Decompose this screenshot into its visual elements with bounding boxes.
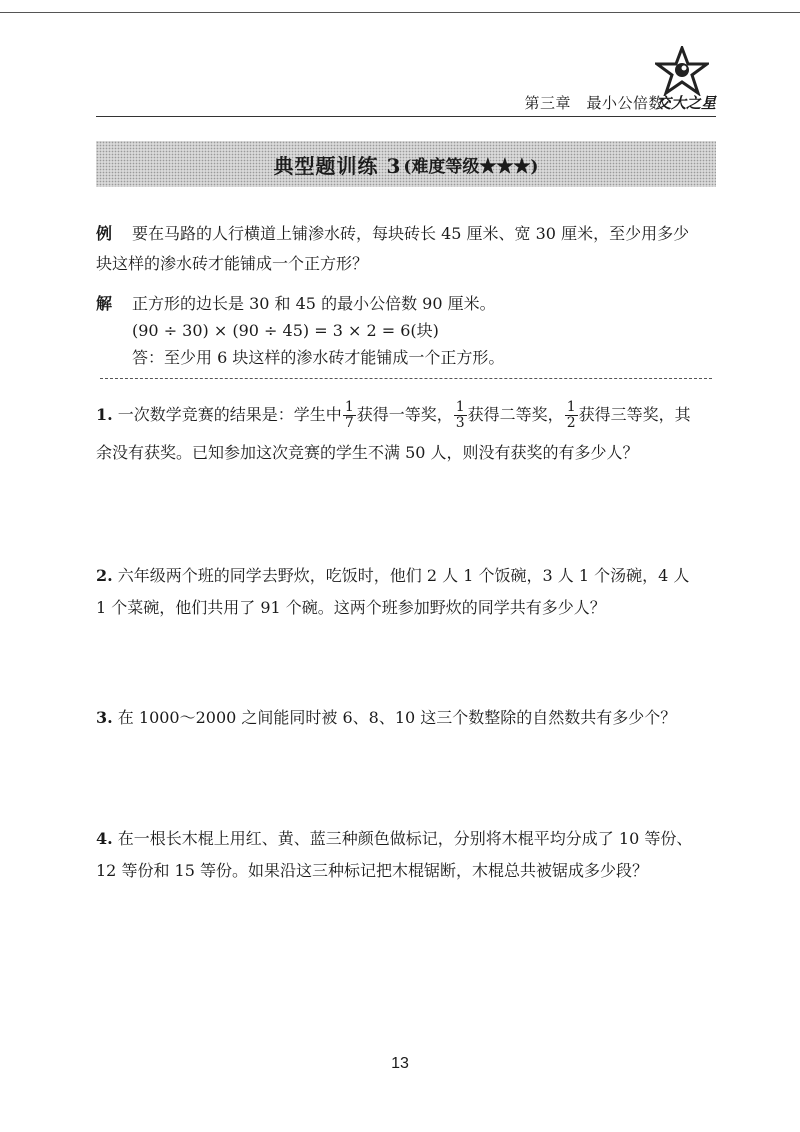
fraction-numerator: 1 bbox=[344, 399, 354, 415]
question-3 bbox=[96, 702, 716, 734]
fraction-numerator: 1 bbox=[455, 399, 465, 415]
difficulty-level: (难度等级★★★) bbox=[403, 156, 539, 177]
example-line: 要在马路的人行横道上铺渗水砖，每块砖长 45 厘米、宽 30 厘米，至少用多少 bbox=[132, 224, 690, 243]
question-line bbox=[96, 702, 716, 734]
fraction-denominator: 7 bbox=[344, 415, 354, 431]
solution-block bbox=[96, 290, 716, 371]
running-header bbox=[96, 92, 716, 114]
question-line bbox=[96, 399, 716, 431]
example-line: 块这样的渗水砖才能铺成一个正方形？ bbox=[96, 254, 369, 273]
dashed-divider bbox=[100, 378, 712, 379]
question-line: 12 等份和 15 等份。如果沿这三种标记把木棍锯断，木棍总共被锯成多少段？ bbox=[96, 861, 648, 880]
page-number: 13 bbox=[391, 1055, 409, 1072]
top-border-line bbox=[0, 12, 800, 13]
section-title-banner bbox=[96, 141, 716, 187]
question-line bbox=[96, 823, 716, 855]
fraction bbox=[565, 400, 578, 431]
star-logo-icon bbox=[655, 46, 709, 96]
section-title: 典型题训练 3 bbox=[273, 153, 402, 178]
example-label: 例 bbox=[96, 224, 113, 243]
question-number: 4. bbox=[96, 829, 113, 848]
solution-line: (90 ÷ 30) × (90 ÷ 45) = 3 × 2 = 6(块) bbox=[132, 321, 439, 340]
solution-line: 答：至少用 6 块这样的渗水砖才能铺成一个正方形。 bbox=[132, 348, 505, 367]
fraction bbox=[343, 400, 356, 431]
question-text: 一次数学竞赛的结果是：学生中 bbox=[117, 405, 342, 424]
solution-label: 解 bbox=[96, 294, 113, 313]
question-text: 获得一等奖， bbox=[356, 405, 453, 424]
question-text: 在 1000～2000 之间能同时被 6、8、10 这三个数整除的自然数共有多少个？ bbox=[117, 708, 677, 727]
question-text: 六年级两个班的同学去野炊，吃饭时，他们 2 人 1 个饭碗，3 人 1 个汤碗，4 人 bbox=[117, 566, 690, 585]
fraction-numerator: 1 bbox=[566, 399, 576, 415]
question-line: 余没有获奖。已知参加这次竞赛的学生不满 50 人，则没有获奖的有多少人？ bbox=[96, 443, 639, 462]
question-number: 2. bbox=[96, 566, 113, 585]
chapter-title: 第三章 最小公倍数 bbox=[524, 94, 664, 112]
fraction bbox=[454, 400, 467, 431]
question-1 bbox=[96, 399, 716, 469]
fraction-denominator: 3 bbox=[455, 415, 465, 431]
header-divider bbox=[96, 116, 716, 117]
question-text: 在一根长木棍上用红、黄、蓝三种颜色做标记，分别将木棍平均分成了 10 等份、 bbox=[117, 829, 693, 848]
question-number: 3. bbox=[96, 708, 113, 727]
question-text: 获得三等奖，其 bbox=[578, 405, 691, 424]
solution-line: 正方形的边长是 30 和 45 的最小公倍数 90 厘米。 bbox=[132, 294, 496, 313]
brand-name: 交大之星 bbox=[655, 94, 716, 112]
question-line bbox=[96, 560, 716, 592]
example-block bbox=[96, 219, 716, 279]
question-line: 1 个菜碗，他们共用了 91 个碗。这两个班参加野炊的同学共有多少人？ bbox=[96, 598, 606, 617]
fraction-denominator: 2 bbox=[566, 415, 576, 431]
question-2 bbox=[96, 560, 716, 624]
question-number: 1. bbox=[96, 405, 113, 424]
question-4 bbox=[96, 823, 716, 887]
question-text: 获得二等奖， bbox=[467, 405, 564, 424]
